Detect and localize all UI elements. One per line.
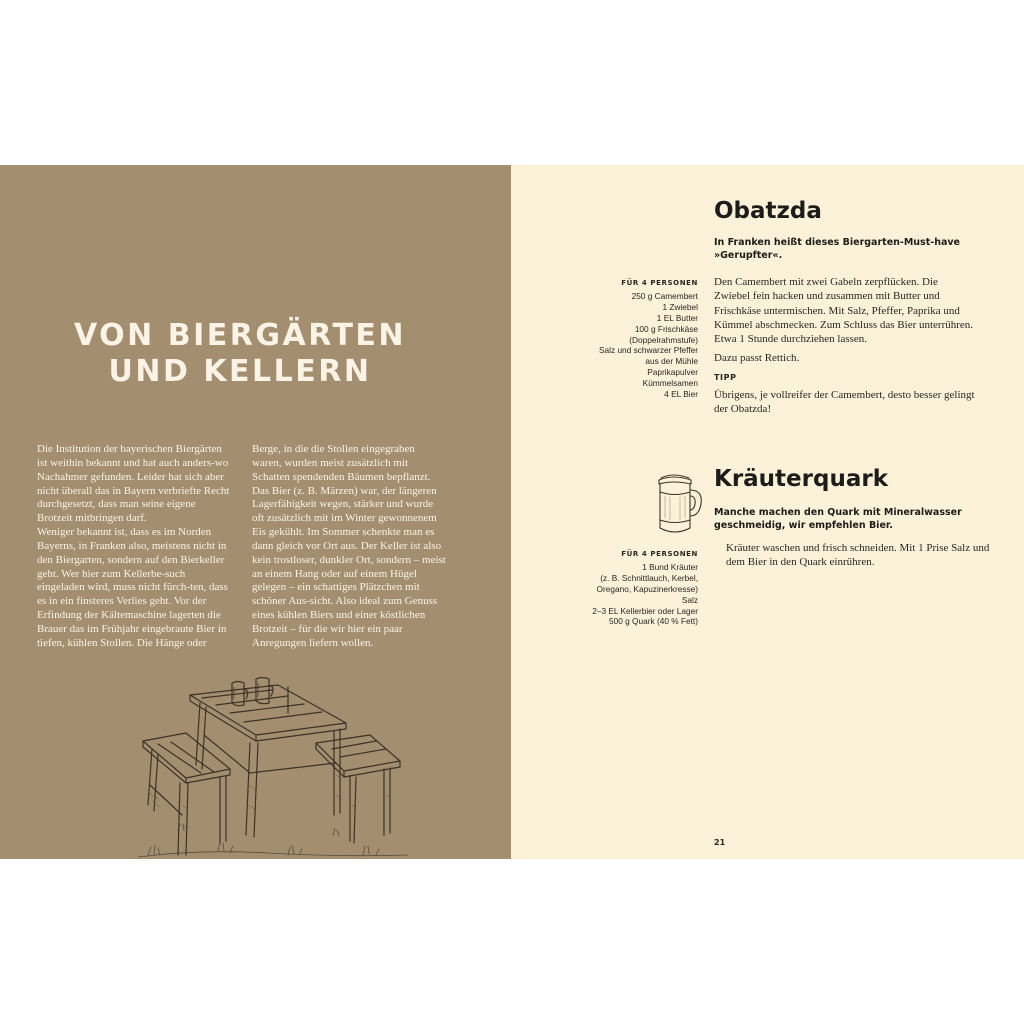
ingredients-header: FÜR 4 PERSONEN: [621, 279, 698, 287]
ingredient: 2–3 EL Kellerbier oder Lager: [592, 605, 698, 616]
intro-text: [37, 443, 447, 651]
left-bench: [143, 733, 230, 855]
ingredient: (Doppelrahmstufe): [629, 334, 698, 345]
chapter-title-line-2: UND KELLERN: [108, 354, 372, 389]
method-step: Kräuter waschen und frisch schneiden. Mit 1 Prise Salz und dem Bier in den Quark einrühren.: [726, 542, 990, 569]
ingredient: 500 g Quark (40 % Fett): [608, 616, 698, 627]
method-kraeuterquark: [726, 541, 1001, 575]
ingredient: Oregano, Kapuzinerkresse): [596, 583, 698, 594]
recipe-title-obatzda: Obatzda: [714, 198, 822, 224]
intro-paragraph: Die Institution der bayerischen Biergärten ist weithin bekannt und hat auch anders-wo Nachahmer gefunden. Leider hat sich aber nicht überall das in Bayern verbriefte Recht durchgesetzt, dass man seine eigene Brotzeit mitbringen darf.: [37, 443, 230, 525]
beer-mugs: [232, 678, 273, 706]
ingredient: (z. B. Schnittlauch, Kerbel,: [600, 572, 698, 583]
ingredient: 1 Zwiebel: [662, 301, 698, 312]
chapter-title-line-1: VON BIERGÄRTEN: [73, 318, 407, 353]
intro-paragraph: Weniger bekannt ist, dass es im Norden Bayerns, in Franken also, meistens nicht in den Biergarten, sondern auf den Bierkeller geht. Wer hier zum Kellerbe-such eingeladen wird, muss nicht fürch-ten, dass es in ein finsteres Verlies geht. Vor der Erfindung der Kältemaschine lagerten die Brauer das im Frühjahr eingebraute Bier in tiefen, kühlen Stollen. Die Hänge oder Berge, in die die Stollen eingegraben waren, wurden meist zusätzlich mit Schatten spendenden Bäumen bepflanzt. Das Bier (z. B. Märzen) war, der längeren Lagerfähigkeit wegen, stärker und wurde oft zusätzlich mit im Winter gewonnenem Eis gekühlt. Im Sommer schenkte man es dann gleich vor Ort aus. Der Keller ist also kein trostloser, dunkler Ort, sondern – meist an einem Hang oder auf einem Hügel gelegen – ein schattiges Plätzchen mit schöner Aus-sicht. Also ideal zum Genuss eines kühlen Biers und einer köstlichen Brotzeit – für die wir hier ein paar Anregungen liefern wollen.: [37, 443, 446, 649]
beer-stein-icon: [653, 470, 705, 538]
table: [190, 685, 346, 837]
recipe-lead-kraeuterquark: Manche machen den Quark mit Mineralwasser geschmeidig, wir empfehlen Bier.: [714, 507, 962, 531]
ingredient: 1 Bund Kräuter: [642, 561, 698, 572]
method-step: Den Camembert mit zwei Gabeln zerpflücken. Die Zwiebel fein hacken und zusammen mit Butter und Frischkäse untermischen. Mit Salz, Pfeffer, Paprika und Kümmel abschmecken. Zum Schluss das Bier unterrühren. Etwa 1 Stunde durchziehen lassen.: [714, 276, 974, 346]
book-spread: [0, 165, 1024, 859]
left-page: [0, 165, 511, 859]
recipe-title-kraeuterquark: Kräuterquark: [714, 466, 888, 492]
ingredient: 100 g Frischkäse: [634, 323, 698, 334]
tip-text: Übrigens, je vollreifer der Camembert, desto besser gelingt der Obatzda!: [714, 389, 975, 416]
ingredient: 4 EL Bier: [664, 389, 698, 400]
ingredient: Paprikapulver: [647, 367, 698, 378]
right-page: [511, 165, 1024, 859]
ingredient: Salz: [681, 594, 698, 605]
tip-label: TIPP: [714, 372, 737, 382]
ingredient: 1 EL Butter: [656, 312, 698, 323]
recipe-lead-obatzda: In Franken heißt dieses Biergarten-Must-have »Gerupfter«.: [714, 237, 961, 261]
ingredient: Salz und schwarzer Pfeffer: [599, 345, 698, 356]
page-number: 21: [714, 838, 726, 847]
method-step: Dazu passt Rettich.: [714, 352, 800, 365]
method-obatzda: [714, 275, 976, 422]
chapter-title: [60, 318, 420, 390]
ingredient: 250 g Camembert: [631, 290, 698, 301]
ingredients-header: FÜR 4 PERSONEN: [621, 550, 698, 558]
ingredients-obatzda: [599, 278, 698, 400]
ingredient: aus der Mühle: [645, 356, 698, 367]
beer-garden-table-and-benches-illustration: [138, 665, 408, 859]
right-bench: [316, 735, 400, 843]
ingredients-kraeuterquark: [592, 549, 698, 627]
ingredient: Kümmelsamen: [642, 378, 698, 389]
